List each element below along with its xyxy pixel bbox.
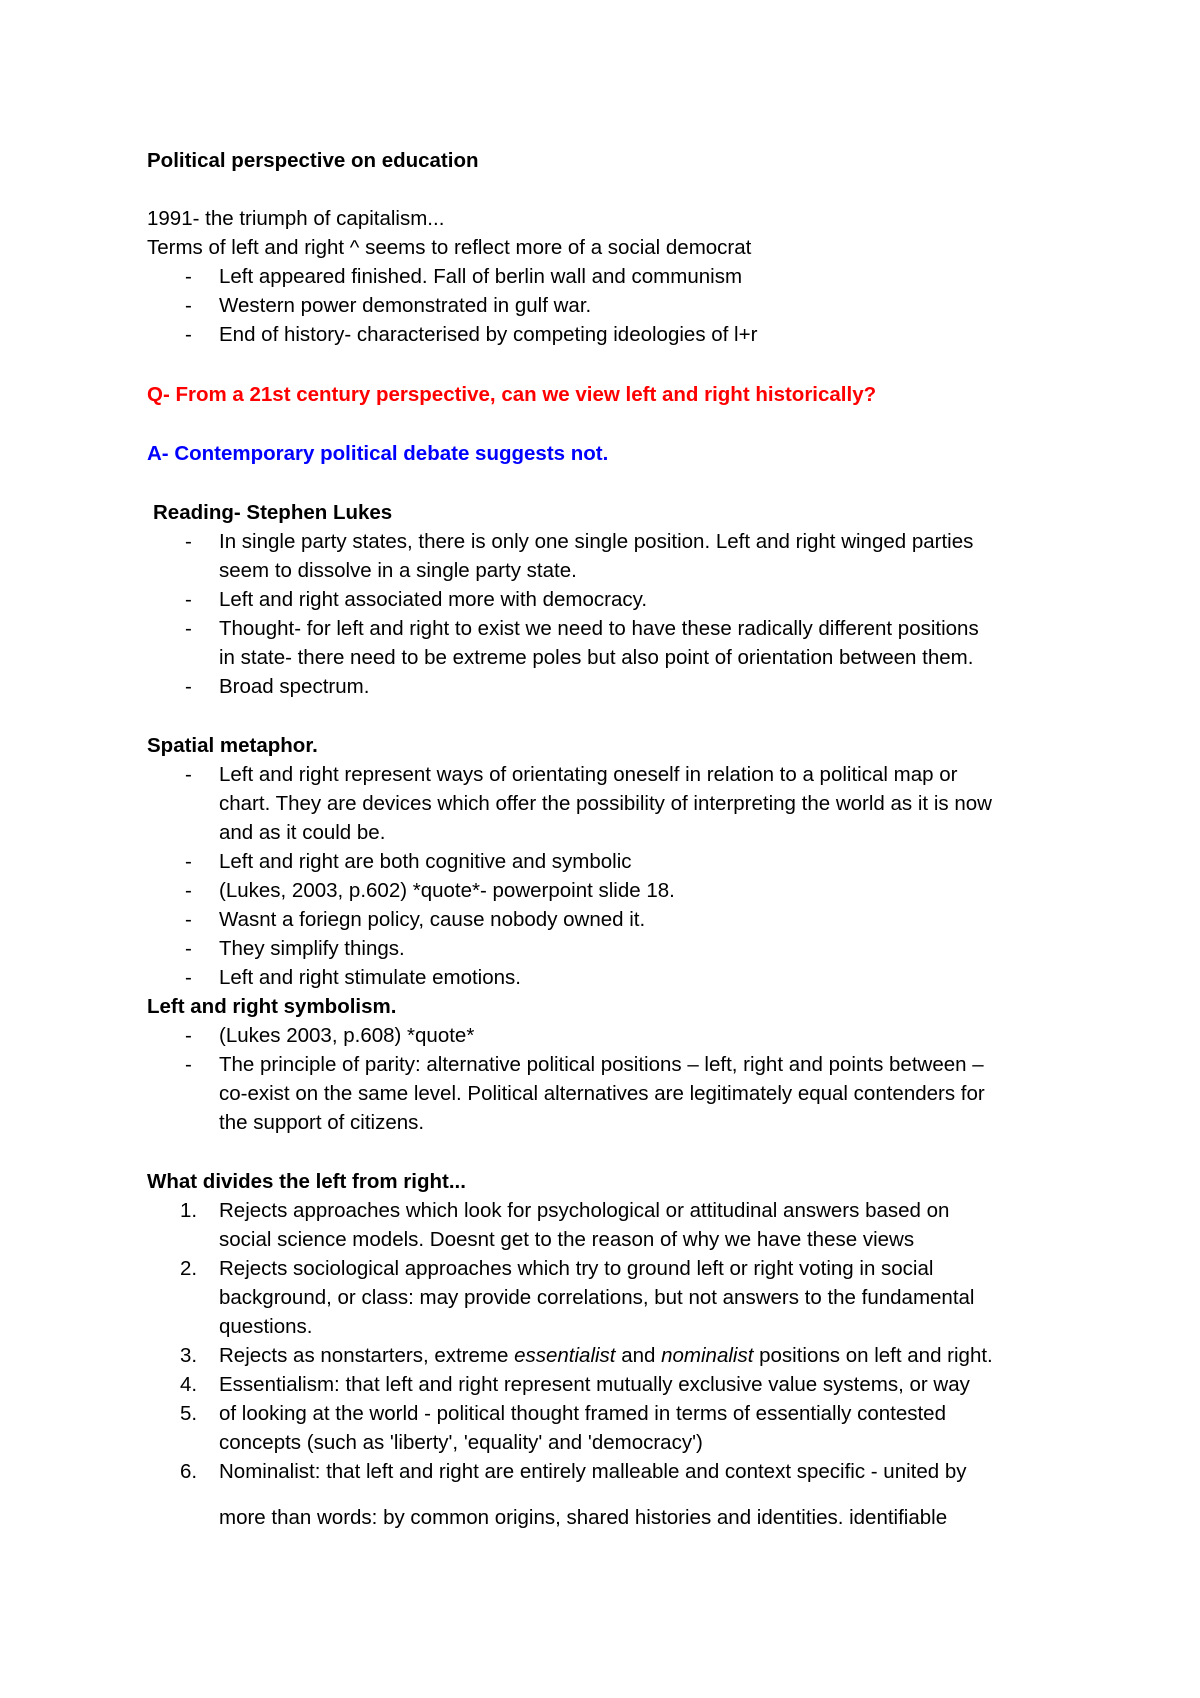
- bullet-dash: -: [185, 265, 192, 288]
- document-page: Political perspective on education 1991- the triumph of capitalism... Terms of left and right ^ seems to reflect more of a social democrat - Left appeared finished. Fall of berlin wall and communism - Western power demonstrated in gulf war. - End of history- characterised by competing ideologies of l+r Q- From a 21st century perspective, can we view left and right historically? A- Contemporary political debate suggests not. Reading- Stephen Lukes - In single party states, there is only one single position. Left and right winged parties seem to dissolve in a single party state. - Left and right associated more with democracy. - Thought- for left and right to exist we need to have these radically different positions in state- there need to be extreme poles but also point of orientation between them. - Broad spectrum. Spatial metaphor. - Left and right represent ways of orientating oneself in relation to a political map or chart. They are devices which offer the possibility of interpreting the world as it is now and as it could be. - Left and right are both cognitive and symbolic - (Lukes, 2003, p.602) *quote*- powerpoint slide 18. - Wasnt a foriegn policy, cause nobody owned it. - They simplify things. - Left and right stimulate emotions. Left and right symbolism. - (Lukes 2003, p.608) *quote* - The principle of parity: alternative political positions – left, right and points between – co-exist on the same level. Political alternatives are legitimately equal contenders for the support of citizens. What divides the left from right... 1. Rejects approaches which look for psychological or attitudinal answers based on social science models. Doesnt get to the reason of why we have these views 2. Rejects sociological approaches which try to ground left or right voting in social background, or class: may provide correlations, but not answers to the fundamental questions. 3. Rejects as nonstarters, extreme essentialist and nominalist positions on left and right. 4. Essentialism: that left and right represent mutually exclusive value systems, or way 5. of looking at the world - political thought framed in terms of essentially contested concepts (such as 'liberty', 'equality' and 'democracy') 6. Nominalist: that left and right are entirely malleable and context specific - united by more than words: by common origins, shared histories and identities. identifiable: [0, 0, 1200, 1698]
- intro-line-2: Terms of left and right ^ seems to reflect more of a social democrat: [147, 236, 752, 259]
- item-number: 6.: [180, 1460, 198, 1483]
- answer-heading: A- Contemporary political debate suggests not.: [147, 442, 609, 465]
- bullet-dash: -: [185, 879, 192, 902]
- item-number: 3.: [180, 1344, 198, 1367]
- bullet-dash: -: [185, 675, 192, 698]
- bullet-dash: -: [185, 323, 192, 346]
- essentialist-term: essentialist: [514, 1344, 616, 1367]
- spatial-heading: Spatial metaphor.: [147, 734, 318, 757]
- nominalist-term: nominalist: [661, 1344, 754, 1367]
- item-number: 2.: [180, 1257, 198, 1280]
- bullet-dash: -: [185, 937, 192, 960]
- bullet-dash: -: [185, 588, 192, 611]
- symbolism-heading: Left and right symbolism.: [147, 995, 397, 1018]
- bullet-dash: -: [185, 294, 192, 317]
- divides-heading: What divides the left from right...: [147, 1170, 466, 1193]
- bullet-dash: -: [185, 850, 192, 873]
- bullet-dash: -: [185, 530, 192, 553]
- question-heading: Q- From a 21st century perspective, can we view left and right historically?: [147, 383, 877, 406]
- bullet-dash: -: [185, 908, 192, 931]
- bullet-dash: -: [185, 1024, 192, 1047]
- bullet-dash: -: [185, 1053, 192, 1076]
- bullet-dash: -: [185, 617, 192, 640]
- item-number: 5.: [180, 1402, 198, 1425]
- item-number: 1.: [180, 1199, 198, 1222]
- bullet-dash: -: [185, 763, 192, 786]
- intro-line-1: 1991- the triumph of capitalism...: [147, 207, 445, 230]
- bullet-dash: -: [185, 966, 192, 989]
- page-title: Political perspective on education: [147, 149, 479, 172]
- item-number: 4.: [180, 1373, 198, 1396]
- reading-heading: Reading- Stephen Lukes: [153, 501, 393, 524]
